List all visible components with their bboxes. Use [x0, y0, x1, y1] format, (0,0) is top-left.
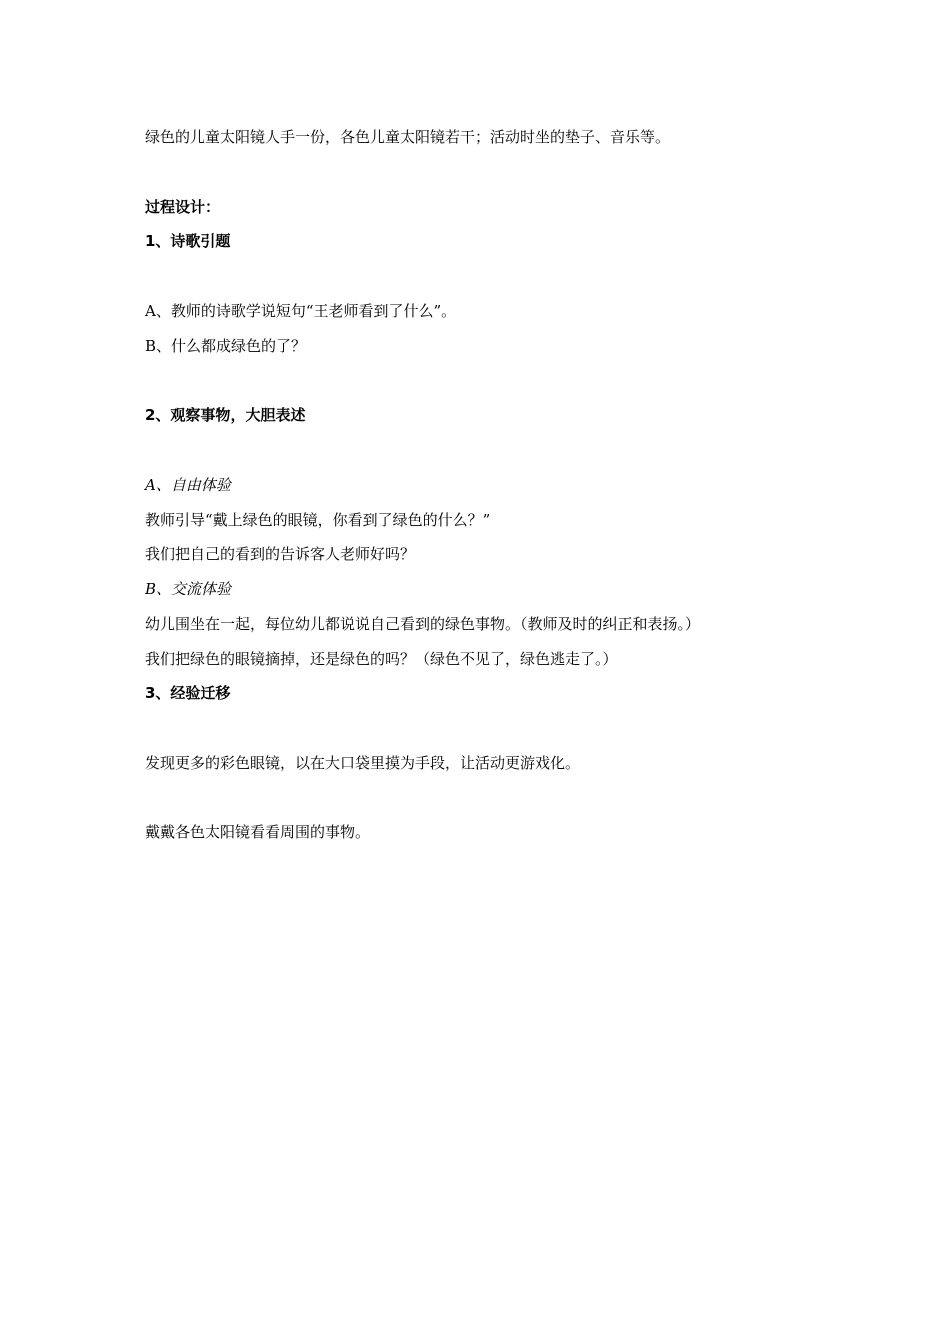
section-3-line-2: 戴戴各色太阳镜看看周围的事物。: [145, 823, 371, 841]
section-2-sub-a-line-2: 我们把自己的看到的告诉客人老师好吗？: [145, 545, 416, 563]
section-2-sub-b-title: B、交流体验: [145, 580, 232, 598]
materials-text: 绿色的儿童太阳镜人手一份，各色儿童太阳镜若干；活动时坐的垫子、音乐等。: [145, 128, 671, 146]
process-heading: 过程设计：: [145, 198, 221, 216]
section-2-sub-b-line-1: 幼儿围坐在一起，每位幼儿都说说自己看到的绿色事物。（教师及时的纠正和表扬。）: [145, 615, 701, 633]
section-3-line-1: 发现更多的彩色眼镜，以在大口袋里摸为手段，让活动更游戏化。: [145, 754, 581, 772]
section-2-sub-a-line-1: 教师引导“戴上绿色的眼镜，你看到了绿色的什么？”: [145, 511, 491, 529]
section-2-heading: 2、观察事物，大胆表述: [145, 406, 306, 424]
section-3-heading: 3、经验迁移: [145, 684, 231, 702]
section-1-item-b: B、什么都成绿色的了？: [145, 337, 307, 355]
section-1-heading: 1、诗歌引题: [145, 232, 231, 250]
section-1-item-a: A、教师的诗歌学说短句“王老师看到了什么”。: [145, 302, 457, 320]
section-2-sub-b-line-2: 我们把绿色的眼镜摘掉，还是绿色的吗？（绿色不见了，绿色逃走了。）: [145, 650, 618, 668]
section-2-sub-a-title: A、自由体验: [145, 476, 231, 494]
